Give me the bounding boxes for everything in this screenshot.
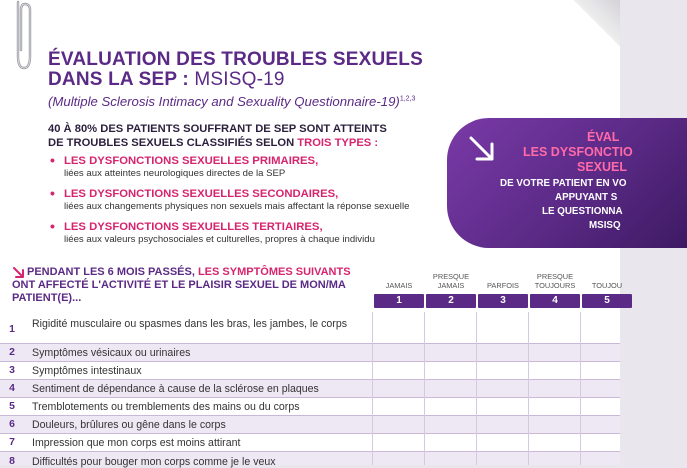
item-number: 8 — [9, 456, 15, 467]
subtitle-references: 1,2,3 — [399, 95, 416, 103]
table-row — [0, 452, 620, 468]
scale-label-3: PARFOIS — [487, 281, 519, 290]
table-row — [0, 344, 620, 362]
bullet-icon: • — [50, 185, 55, 201]
bullet-icon: • — [50, 218, 55, 234]
item-number: 7 — [9, 437, 15, 448]
title-line-1: ÉVALUATION DES TROUBLES SEXUELS — [48, 49, 423, 70]
intro-line-1: 40 À 80% DES PATIENTS SOUFFRANT DE SEP SONT ATTEINTS — [48, 123, 387, 135]
type-item-tertiary — [50, 220, 440, 246]
item-text: Symptômes vésicaux ou urinaires — [32, 347, 191, 359]
table-row — [0, 416, 620, 434]
callout-heading-3: SEXUEL — [577, 160, 628, 174]
scale-label-4: PRESQUE TOUJOURS — [534, 272, 576, 290]
scale-number-1: 1 — [374, 294, 424, 308]
paperclip-icon — [10, 0, 36, 72]
grid-line — [424, 312, 425, 465]
arrow-down-right-icon — [12, 266, 25, 279]
arrow-down-right-icon — [467, 134, 497, 164]
grid-line — [580, 312, 581, 465]
item-text: Douleurs, brûlures ou gêne dans le corps — [32, 419, 226, 431]
item-text: Difficultés pour bouger mon corps comme je le veux — [32, 456, 276, 468]
type-item-primary — [50, 154, 440, 180]
type-title: LES DYSFONCTIONS SEXUELLES TERTIAIRES, — [64, 221, 323, 233]
question-suffix: ONT AFFECTÉ L'ACTIVITÉ ET LE PLAISIR SEXUEL DE MON/MA PATIENT(E)... — [12, 279, 346, 304]
question-intro — [12, 266, 357, 305]
scale-number-4: 4 — [530, 294, 580, 308]
scale-label-5: TOUJOU — [591, 281, 623, 290]
subtitle-text: (Multiple Sclerosis Intimacy and Sexuality Questionnaire-19) — [48, 94, 400, 109]
callout-heading-1: ÉVAL — [587, 130, 620, 144]
scale-label-2: PRESQUE JAMAIS — [432, 272, 470, 290]
scale-number-3: 3 — [478, 294, 528, 308]
title-line-2: DANS LA SEP : — [48, 69, 189, 90]
callout-text-3: LE QUESTIONNA — [542, 206, 623, 217]
bullet-icon: • — [50, 152, 55, 168]
item-number: 3 — [9, 365, 15, 376]
evaluation-callout — [447, 118, 687, 248]
item-number: 4 — [9, 383, 15, 394]
type-title: LES DYSFONCTIONS SEXUELLES SECONDAIRES, — [64, 188, 339, 200]
dysfunction-types-list — [50, 154, 440, 253]
intro-statement — [48, 122, 418, 150]
grid-line — [372, 312, 373, 465]
callout-text-2: APPUYANT S — [555, 192, 618, 203]
table-row — [0, 362, 620, 380]
table-row — [0, 434, 620, 452]
callout-text-4: MSISQ — [589, 220, 621, 231]
type-item-secondary — [50, 187, 440, 213]
type-description: liées aux changements physiques non sexuels mais affectant la réponse sexuelle — [64, 201, 410, 212]
scale-number-2: 2 — [426, 294, 476, 308]
table-row — [0, 315, 620, 344]
item-number: 5 — [9, 401, 15, 412]
intro-highlight: TROIS TYPES : — [297, 137, 379, 149]
type-title: LES DYSFONCTIONS SEXUELLES PRIMAIRES, — [64, 155, 319, 167]
question-highlight: LES SYMPTÔMES SUIVANTS — [197, 266, 351, 278]
scale-number-5: 5 — [582, 294, 632, 308]
table-row — [0, 398, 620, 416]
type-description: liées aux valeurs psychosociales et culturelles, propres à chaque individu — [64, 234, 375, 245]
item-text: Rigidité musculaire ou spasmes dans les bras, les jambes, le corps — [32, 318, 348, 330]
item-number: 1 — [9, 324, 15, 335]
title-questionnaire-name: MSISQ-19 — [188, 69, 285, 90]
type-description: liées aux atteintes neurologiques directes de la SEP — [64, 168, 286, 179]
question-prefix: PENDANT LES 6 MOIS PASSÉS, — [27, 266, 198, 278]
page-subtitle — [48, 94, 415, 109]
table-row — [0, 380, 620, 398]
callout-heading-2: LES DYSFONCTIO — [523, 145, 633, 159]
grid-line — [528, 312, 529, 465]
page-title — [48, 50, 423, 90]
item-text: Tremblotements ou tremblements des mains ou du corps — [32, 401, 300, 413]
intro-line-2: DE TROUBLES SEXUELS CLASSIFIÉS SELON — [48, 137, 298, 149]
item-number: 2 — [9, 347, 15, 358]
item-text: Impression que mon corps est moins attirant — [32, 437, 241, 449]
item-number: 6 — [9, 419, 15, 430]
page-fold — [574, 0, 620, 46]
callout-text-1: DE VOTRE PATIENT EN VO — [500, 178, 627, 189]
item-text: Sentiment de dépendance à cause de la sclérose en plaques — [32, 383, 319, 395]
grid-line — [476, 312, 477, 465]
scale-label-1: JAMAIS — [385, 281, 413, 290]
item-text: Symptômes intestinaux — [32, 365, 142, 377]
